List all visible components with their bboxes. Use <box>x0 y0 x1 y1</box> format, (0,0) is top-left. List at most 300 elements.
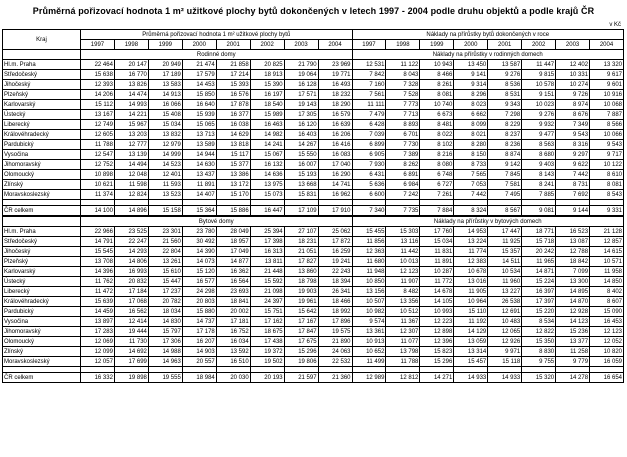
value-cell: 19 502 <box>250 357 284 367</box>
value-cell: 16 377 <box>216 110 250 120</box>
total-value-cell: 14 896 <box>114 206 148 217</box>
value-cell: 14 396 <box>81 267 115 277</box>
cost-cell: 8 893 <box>386 120 420 130</box>
section-label-left: Rodinné domy <box>81 50 353 60</box>
value-cell: 13 172 <box>216 180 250 190</box>
table-row <box>3 297 624 307</box>
cost-cell: 12 788 <box>556 247 590 257</box>
region-name: Ústecký <box>3 277 81 287</box>
cost-cell: 9 477 <box>522 130 556 140</box>
unit-label: v Kč <box>609 22 621 28</box>
value-cell: 21 474 <box>182 60 216 70</box>
value-cell: 22 804 <box>148 247 182 257</box>
total-name: ČR celkem <box>3 206 81 217</box>
value-cell: 18 913 <box>250 70 284 80</box>
year-header: 2001 <box>488 40 522 50</box>
cost-cell: 15 220 <box>522 307 556 317</box>
cost-cell: 7 561 <box>352 90 386 100</box>
region-name: Středočeský <box>3 237 81 247</box>
value-cell: 15 610 <box>148 267 182 277</box>
value-cell: 14 944 <box>182 150 216 160</box>
region-name: Vysočina <box>3 150 81 160</box>
cost-cell: 16 523 <box>556 227 590 237</box>
cost-cell: 14 871 <box>522 267 556 277</box>
value-cell: 14 692 <box>114 347 148 357</box>
value-cell: 12 749 <box>81 120 115 130</box>
cost-cell: 7 713 <box>386 110 420 120</box>
value-cell: 14 459 <box>81 307 115 317</box>
value-cell: 17 167 <box>284 317 318 327</box>
value-cell: 17 878 <box>216 100 250 110</box>
cost-cell: 11 856 <box>352 237 386 247</box>
cost-cell: 16 397 <box>522 287 556 297</box>
cost-cell: 7 885 <box>522 190 556 200</box>
table-row <box>3 247 624 257</box>
cost-cell: 8 733 <box>454 160 488 170</box>
region-name: Hl.m. Praha <box>3 227 81 237</box>
cost-cell: 5 636 <box>352 180 386 190</box>
total-cost-cell: 9 331 <box>590 206 624 217</box>
value-cell: 14 636 <box>250 170 284 180</box>
value-cell: 17 178 <box>182 327 216 337</box>
value-cell: 27 107 <box>284 227 318 237</box>
value-cell: 15 967 <box>114 120 148 130</box>
cost-cell: 15 303 <box>386 227 420 237</box>
cost-cell: 8 261 <box>420 80 454 90</box>
cost-cell: 7 528 <box>386 90 420 100</box>
value-cell: 16 066 <box>148 100 182 110</box>
cost-cell: 8 974 <box>556 100 590 110</box>
cost-cell: 8 023 <box>454 100 488 110</box>
table-body <box>3 50 624 383</box>
value-cell: 21 448 <box>250 267 284 277</box>
value-cell: 17 237 <box>148 287 182 297</box>
total-value-cell: 21 360 <box>318 373 352 383</box>
value-cell: 16 207 <box>182 337 216 347</box>
value-cell: 16 362 <box>216 267 250 277</box>
cost-cell: 8 043 <box>386 70 420 80</box>
year-header: 2003 <box>284 40 318 50</box>
value-cell: 23 780 <box>182 227 216 237</box>
cost-cell: 6 899 <box>352 140 386 150</box>
value-cell: 22 532 <box>318 357 352 367</box>
value-cell: 14 993 <box>114 100 148 110</box>
cost-cell: 12 857 <box>590 237 624 247</box>
value-cell: 17 398 <box>250 237 284 247</box>
value-cell: 17 438 <box>250 337 284 347</box>
value-cell: 24 397 <box>250 297 284 307</box>
cost-cell: 9 815 <box>522 70 556 80</box>
value-cell: 17 040 <box>318 160 352 170</box>
cost-cell: 8 536 <box>488 80 522 90</box>
value-cell: 15 408 <box>148 110 182 120</box>
value-cell: 17 189 <box>148 70 182 80</box>
region-name: Moravskoslezský <box>3 190 81 200</box>
cost-cell: 11 367 <box>386 317 420 327</box>
value-cell: 14 221 <box>114 110 148 120</box>
value-cell: 14 453 <box>182 80 216 90</box>
cost-cell: 12 223 <box>420 317 454 327</box>
cost-cell: 10 982 <box>352 307 386 317</box>
cost-cell: 10 916 <box>590 90 624 100</box>
value-cell: 18 034 <box>148 307 182 317</box>
cost-cell: 12 123 <box>386 267 420 277</box>
value-cell: 21 858 <box>216 60 250 70</box>
cost-cell: 8 531 <box>488 90 522 100</box>
value-cell: 17 896 <box>318 317 352 327</box>
value-cell: 13 708 <box>81 257 115 267</box>
total-cost-cell: 15 320 <box>522 373 556 383</box>
year-header: 1997 <box>81 40 115 50</box>
cost-cell: 12 363 <box>352 247 386 257</box>
cost-cell: 13 356 <box>386 297 420 307</box>
cost-cell: 14 123 <box>556 317 590 327</box>
cost-cell: 6 673 <box>420 110 454 120</box>
cost-cell: 21 128 <box>590 227 624 237</box>
value-cell: 15 831 <box>284 190 318 200</box>
cost-cell: 9 297 <box>556 150 590 160</box>
cost-cell: 8 534 <box>522 317 556 327</box>
cost-cell: 8 402 <box>590 287 624 297</box>
cost-cell: 10 993 <box>420 307 454 317</box>
cost-cell: 9 276 <box>488 70 522 80</box>
cost-cell: 10 820 <box>590 347 624 357</box>
cost-cell: 7 039 <box>352 130 386 140</box>
cost-cell: 8 080 <box>420 160 454 170</box>
cost-cell: 7 495 <box>488 190 522 200</box>
value-cell: 16 993 <box>114 267 148 277</box>
cost-cell: 8 830 <box>522 347 556 357</box>
total-value-cell: 19 898 <box>114 373 148 383</box>
value-cell: 21 098 <box>250 287 284 297</box>
value-cell: 15 447 <box>148 277 182 287</box>
value-cell: 23 525 <box>114 227 148 237</box>
cost-cell: 7 565 <box>454 170 488 180</box>
cost-cell: 14 850 <box>590 277 624 287</box>
value-cell: 16 206 <box>318 130 352 140</box>
cost-cell: 14 615 <box>590 247 624 257</box>
cost-cell: 7 298 <box>488 110 522 120</box>
table-row <box>3 237 624 247</box>
value-cell: 15 296 <box>284 347 318 357</box>
cost-cell: 6 600 <box>352 190 386 200</box>
total-value-cell: 20 193 <box>250 373 284 383</box>
cost-cell: 11 907 <box>386 277 420 287</box>
cost-cell: 11 122 <box>386 60 420 70</box>
cost-cell: 11 831 <box>420 247 454 257</box>
cost-cell: 8 543 <box>590 190 624 200</box>
region-name: Hl.m. Praha <box>3 60 81 70</box>
total-value-cell: 17 109 <box>284 206 318 217</box>
value-cell: 20 557 <box>182 357 216 367</box>
table-row <box>3 227 624 237</box>
table-row <box>3 317 624 327</box>
table-row <box>3 267 624 277</box>
value-cell: 17 305 <box>284 110 318 120</box>
value-cell: 17 184 <box>114 287 148 297</box>
value-cell: 15 592 <box>250 277 284 287</box>
year-header: 1999 <box>420 40 454 50</box>
table-row <box>3 327 624 337</box>
cost-cell: 13 798 <box>386 347 420 357</box>
cost-cell: 13 361 <box>352 327 386 337</box>
table-row <box>3 170 624 180</box>
cost-cell: 8 143 <box>522 170 556 180</box>
table-row <box>3 347 624 357</box>
cost-cell: 11 447 <box>522 60 556 70</box>
region-name: Královéhradecký <box>3 297 81 307</box>
value-cell: 13 386 <box>216 170 250 180</box>
value-cell: 30 492 <box>182 237 216 247</box>
value-cell: 14 791 <box>81 237 115 247</box>
value-cell: 18 841 <box>216 297 250 307</box>
value-cell: 17 579 <box>182 70 216 80</box>
value-cell: 14 741 <box>318 180 352 190</box>
value-cell: 15 751 <box>250 307 284 317</box>
value-cell: 15 034 <box>148 120 182 130</box>
section-label-left: Bytové domy <box>81 216 353 227</box>
value-cell: 23 693 <box>216 287 250 297</box>
cost-cell: 6 727 <box>420 180 454 190</box>
region-name: Pardubický <box>3 307 81 317</box>
total-cost-cell: 8 324 <box>454 206 488 217</box>
cost-cell: 15 236 <box>556 327 590 337</box>
cost-cell: 10 652 <box>352 347 386 357</box>
cost-cell: 14 511 <box>488 257 522 267</box>
cost-cell: 9 343 <box>488 100 522 110</box>
value-cell: 13 832 <box>148 130 182 140</box>
region-name: Zlínský <box>3 347 81 357</box>
value-cell: 28 049 <box>216 227 250 237</box>
value-cell: 13 437 <box>182 170 216 180</box>
cost-cell: 15 350 <box>522 337 556 347</box>
cost-cell: 12 691 <box>488 307 522 317</box>
cost-cell: 14 105 <box>420 297 454 307</box>
value-cell: 11 788 <box>81 140 115 150</box>
value-cell: 15 067 <box>250 150 284 160</box>
value-cell: 16 416 <box>318 140 352 150</box>
value-cell: 15 642 <box>284 307 318 317</box>
cost-cell: 12 402 <box>556 60 590 70</box>
value-cell: 14 407 <box>182 190 216 200</box>
cost-cell: 8 466 <box>420 70 454 80</box>
total-value-cell: 15 364 <box>182 206 216 217</box>
value-cell: 19 241 <box>318 257 352 267</box>
value-cell: 18 290 <box>318 100 352 110</box>
table-row <box>3 100 624 110</box>
cost-cell: 10 740 <box>420 100 454 110</box>
cost-cell: 8 316 <box>556 140 590 150</box>
cost-cell: 8 099 <box>454 120 488 130</box>
total-cost-cell: 16 654 <box>590 373 624 383</box>
region-name: Ústecký <box>3 110 81 120</box>
cost-cell: 15 457 <box>454 357 488 367</box>
value-cell: 15 065 <box>182 120 216 130</box>
total-value-cell: 15 158 <box>148 206 182 217</box>
value-cell: 15 797 <box>148 327 182 337</box>
cost-cell: 12 383 <box>454 257 488 267</box>
cost-cell: 13 016 <box>454 277 488 287</box>
cost-cell: 8 482 <box>386 287 420 297</box>
cost-cell: 7 581 <box>488 180 522 190</box>
cost-cell: 9 543 <box>556 130 590 140</box>
cost-cell: 14 129 <box>454 327 488 337</box>
value-cell: 13 523 <box>148 190 182 200</box>
total-value-cell: 19 555 <box>148 373 182 383</box>
cost-cell: 10 512 <box>386 307 420 317</box>
total-cost-cell: 8 567 <box>488 206 522 217</box>
value-cell: 17 675 <box>284 337 318 347</box>
cost-cell: 8 237 <box>488 130 522 140</box>
value-cell: 12 048 <box>114 170 148 180</box>
total-row <box>3 206 624 217</box>
value-cell: 18 798 <box>284 277 318 287</box>
cost-cell: 11 499 <box>352 357 386 367</box>
total-cost-cell: 7 735 <box>386 206 420 217</box>
cost-cell: 9 717 <box>590 150 624 160</box>
value-cell: 19 064 <box>284 70 318 80</box>
cost-cell: 13 300 <box>556 277 590 287</box>
value-cell: 12 979 <box>148 140 182 150</box>
cost-cell: 6 662 <box>454 110 488 120</box>
cost-cell: 14 678 <box>420 287 454 297</box>
total-cost-cell: 7 340 <box>352 206 386 217</box>
table-row <box>3 190 624 200</box>
table-row <box>3 150 624 160</box>
total-cost-cell: 7 884 <box>420 206 454 217</box>
value-cell: 15 850 <box>182 90 216 100</box>
cost-cell: 8 102 <box>420 140 454 150</box>
value-cell: 14 073 <box>182 257 216 267</box>
table-row <box>3 257 624 267</box>
cost-cell: 6 891 <box>386 170 420 180</box>
value-cell: 12 752 <box>81 160 115 170</box>
cost-cell: 8 150 <box>454 150 488 160</box>
cost-cell: 26 538 <box>488 297 522 307</box>
value-cell: 17 049 <box>216 247 250 257</box>
value-cell: 16 639 <box>318 120 352 130</box>
cost-cell: 9 617 <box>590 70 624 80</box>
value-cell: 12 547 <box>81 150 115 160</box>
value-cell: 19 444 <box>114 327 148 337</box>
cost-cell: 11 774 <box>454 247 488 257</box>
value-cell: 12 414 <box>114 317 148 327</box>
table-row <box>3 287 624 297</box>
value-cell: 22 464 <box>81 60 115 70</box>
value-cell: 20 147 <box>114 60 148 70</box>
cost-cell: 15 090 <box>590 307 624 317</box>
cost-cell: 13 450 <box>454 60 488 70</box>
total-value-cell: 15 886 <box>216 206 250 217</box>
value-cell: 19 771 <box>318 70 352 80</box>
value-cell: 13 668 <box>284 180 318 190</box>
cost-cell: 13 087 <box>556 237 590 247</box>
cost-cell: 14 953 <box>454 227 488 237</box>
table-row <box>3 80 624 90</box>
region-name: Moravskoslezský <box>3 357 81 367</box>
cost-cell: 13 314 <box>454 347 488 357</box>
value-cell: 15 550 <box>284 150 318 160</box>
value-cell: 17 872 <box>318 237 352 247</box>
cost-cell: 8 874 <box>488 150 522 160</box>
value-cell: 15 120 <box>182 267 216 277</box>
region-name: Jihomoravský <box>3 327 81 337</box>
value-cell: 16 576 <box>216 90 250 100</box>
value-cell: 12 401 <box>148 170 182 180</box>
cost-cell: 10 122 <box>590 160 624 170</box>
total-value-cell: 16 447 <box>250 206 284 217</box>
cost-cell: 11 680 <box>352 257 386 267</box>
cost-cell: 7 842 <box>352 70 386 80</box>
cost-cell: 11 192 <box>454 317 488 327</box>
cost-cell: 9 601 <box>590 80 624 90</box>
value-cell: 19 806 <box>284 357 318 367</box>
value-cell: 13 261 <box>148 257 182 267</box>
cost-cell: 8 607 <box>590 297 624 307</box>
section-spacer <box>3 216 81 227</box>
value-cell: 24 298 <box>182 287 216 297</box>
value-cell: 19 575 <box>318 327 352 337</box>
value-cell: 15 193 <box>284 170 318 180</box>
value-cell: 19 903 <box>284 287 318 297</box>
cost-cell: 8 566 <box>590 120 624 130</box>
year-header: 2002 <box>522 40 556 50</box>
cost-cell: 13 377 <box>556 337 590 347</box>
year-header: 2000 <box>454 40 488 50</box>
cost-cell: 9 779 <box>556 357 590 367</box>
region-name: Olomoucký <box>3 170 81 180</box>
value-cell: 11 593 <box>148 180 182 190</box>
total-cost-cell: 9 144 <box>556 206 590 217</box>
region-name: Středočeský <box>3 70 81 80</box>
cost-cell: 10 483 <box>488 317 522 327</box>
value-cell: 13 167 <box>81 110 115 120</box>
value-cell: 20 949 <box>148 60 182 70</box>
value-cell: 10 898 <box>81 170 115 180</box>
cost-cell: 9 314 <box>454 80 488 90</box>
value-cell: 15 390 <box>250 80 284 90</box>
value-cell: 15 638 <box>81 70 115 80</box>
cost-cell: 9 622 <box>556 160 590 170</box>
cost-cell: 11 788 <box>386 357 420 367</box>
value-cell: 13 818 <box>216 140 250 150</box>
cost-cell: 10 964 <box>454 297 488 307</box>
value-cell: 20 825 <box>250 60 284 70</box>
region-name: Jihomoravský <box>3 160 81 170</box>
year-header: 2004 <box>318 40 352 50</box>
cost-cell: 17 397 <box>522 297 556 307</box>
cost-cell: 8 610 <box>590 170 624 180</box>
cost-cell: 14 895 <box>556 287 590 297</box>
cost-cell: 18 771 <box>522 227 556 237</box>
cost-cell: 7 930 <box>352 160 386 170</box>
value-cell: 20 803 <box>182 297 216 307</box>
value-cell: 10 621 <box>81 180 115 190</box>
cost-cell: 7 242 <box>386 190 420 200</box>
table-row <box>3 120 624 130</box>
section-label-row <box>3 216 624 227</box>
value-cell: 25 062 <box>318 227 352 237</box>
value-cell: 14 241 <box>250 140 284 150</box>
value-cell: 17 181 <box>216 317 250 327</box>
value-cell: 16 579 <box>318 110 352 120</box>
value-cell: 16 752 <box>216 327 250 337</box>
cost-cell: 11 111 <box>352 100 386 110</box>
table-row <box>3 90 624 100</box>
cost-cell: 12 123 <box>590 327 624 337</box>
value-cell: 14 982 <box>250 130 284 140</box>
value-cell: 18 540 <box>250 100 284 110</box>
